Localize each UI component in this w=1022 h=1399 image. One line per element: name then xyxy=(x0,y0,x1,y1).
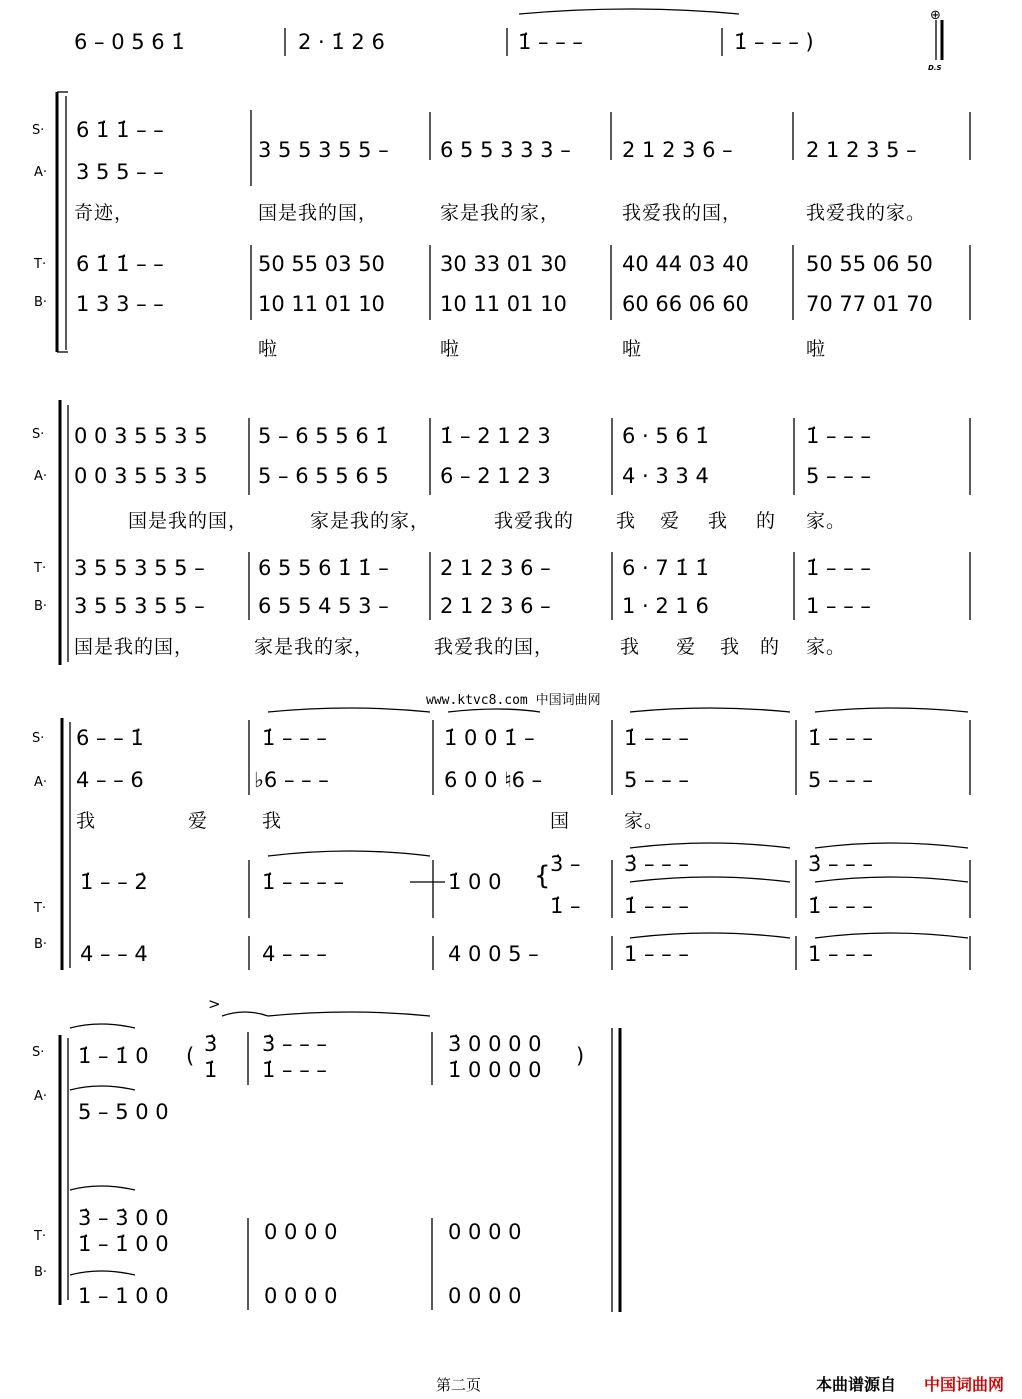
s3-sa-lyric-6: 我 xyxy=(708,510,729,532)
s3-tb-lyric-2: 家是我的家， xyxy=(254,636,375,658)
s4-label-s: S· xyxy=(32,731,45,746)
s4-s-bar-4: 1̇ – – – xyxy=(624,726,689,750)
s4-lyric-1: 我 xyxy=(76,810,97,832)
s5-s-bar-2-top: 3̇ – – – xyxy=(262,1032,327,1056)
s3-label-s: S· xyxy=(32,427,45,442)
s2-b-bar-1: 10 11 01 10 xyxy=(258,292,385,316)
s2-b-bar-4: 70 77 01 70 xyxy=(806,292,933,316)
s4-t-div-top: 3̇ – xyxy=(550,852,581,876)
s3-s-bar-1: 0 0 3 5 5 3 5 xyxy=(74,424,208,448)
s3-b-bar-2: 6 5 5 4 5 3 – xyxy=(258,594,389,618)
s4-b-bar-4: 1 – – – xyxy=(624,942,689,966)
s2-b-intro: 1 3 3 – – xyxy=(76,292,164,316)
s3-a-bar-3: 6 – 2 1 2 3 xyxy=(440,464,551,488)
s2-sa-bar-4: 2 1 2 3 5 – xyxy=(806,138,917,162)
s5-close-paren: ) xyxy=(576,1044,585,1068)
s4-lyric-3: 我 xyxy=(262,810,283,832)
s2-a-intro: 3 5 5 – – xyxy=(76,160,164,184)
s2-la-2: 啦 xyxy=(440,338,461,360)
s2-sa-bar-1: 3 5 5 3 5 5 – xyxy=(258,138,389,162)
s3-t-bar-1: 3 5 5 3 5 5 – xyxy=(74,556,205,580)
s3-a-bar-1: 0 0 3 5 5 3 5 xyxy=(74,464,208,488)
s3-a-bar-5: 5 – – – xyxy=(806,464,871,488)
s3-sa-lyric-2: 家是我的家， xyxy=(310,510,431,532)
s5-t-bar-1-low: 1̇ – 1̇ 0 0 xyxy=(78,1232,169,1256)
s2-t-intro: 6 1̇ 1̇ – – xyxy=(76,252,164,276)
s3-b-bar-1: 3 5 5 3 5 5 – xyxy=(74,594,205,618)
s4-b-bar-2: 4 – – – xyxy=(262,942,327,966)
s2-lyric-1: 国是我的国， xyxy=(258,202,379,224)
s3-s-bar-3: 1̇ – 2 1 2 3 xyxy=(440,424,551,448)
s2-s-intro: 6 1̇ 1̇ – – xyxy=(76,118,164,142)
s3-t-bar-5: 1̇ – – – xyxy=(806,556,871,580)
watermark: www.ktvc8.com 中国词曲网 xyxy=(426,693,601,708)
ds-mark: D.S xyxy=(928,64,942,72)
s5-label-s: S· xyxy=(32,1045,45,1060)
s3-sa-lyric-8: 家。 xyxy=(806,510,847,532)
site-link[interactable]: 中国词曲网 xyxy=(924,1375,1005,1394)
s1-bar-4: 1̇ – – – ) xyxy=(734,30,814,54)
s3-tb-lyric-4: 我 xyxy=(620,636,641,658)
s4-lyric-2: 爱 xyxy=(188,810,209,832)
s5-s-bar-3-top: 3̇ 0 0 0 0 xyxy=(448,1032,542,1056)
s4-b-bar-3: 4 0 0 5 – xyxy=(448,942,539,966)
s2-lyric-2: 家是我的家， xyxy=(440,202,561,224)
s5-s-bar-1: 1̇ – 1̇ 0 xyxy=(78,1044,149,1068)
s2-t-bar-2: 30 33 01 30 xyxy=(440,252,567,276)
s3-tb-lyric-3: 我爱我的国， xyxy=(434,636,555,658)
s3-s-bar-5: 1̇ – – – xyxy=(806,424,871,448)
s4-t-bar-4-low: 1̇ – – – xyxy=(624,894,689,918)
s4-a-bar-5: 5 – – – xyxy=(808,768,873,792)
s4-t-bar-2: 1̇ – – – – xyxy=(262,870,345,894)
s4-s-bar-2: 1̇ – – – xyxy=(262,726,327,750)
s5-b-bar-2: 0 0 0 0 xyxy=(264,1284,338,1308)
s5-t-bar-1-top: 3̇ – 3̇ 0 0 xyxy=(78,1206,169,1230)
s2-la-1: 啦 xyxy=(258,338,279,360)
s2-lyric-3: 我爱我的国， xyxy=(622,202,743,224)
s2-sa-bar-2: 6 5 5 3 3 3 – xyxy=(440,138,571,162)
s4-a-bar-2: ♭6 – – – xyxy=(254,768,329,792)
s5-s-bar-3-low: 1̇ 0 0 0 0 xyxy=(448,1058,542,1082)
s4-label-a: A· xyxy=(34,775,48,790)
s1-bar-1: 6 – 0 5 6 1̇ xyxy=(74,30,185,54)
s3-tb-lyric-6: 我 xyxy=(720,636,741,658)
s2-t-bar-4: 50 55 06 50 xyxy=(806,252,933,276)
s4-s-bar-3: 1̇ 0 0 1̇ – xyxy=(444,726,535,750)
s3-s-bar-2: 5 – 6 5 5 6 1̇ xyxy=(258,424,389,448)
s2-lyric-4: 我爱我的家。 xyxy=(806,202,927,224)
s5-b-bar-1: 1 – 1 0 0 xyxy=(78,1284,169,1308)
s4-lyric-4: 国 xyxy=(550,810,571,832)
s5-a-bar-1: 5 – 5 0 0 xyxy=(78,1100,169,1124)
s4-lyric-5: 家。 xyxy=(624,810,665,832)
s5-b-bar-3: 0 0 0 0 xyxy=(448,1284,522,1308)
s2-lyric-intro: 奇迹， xyxy=(74,202,135,224)
s3-sa-lyric-1: 国是我的国， xyxy=(128,510,249,532)
source-label: 本曲谱源自 xyxy=(816,1375,897,1394)
s3-a-bar-2: 5 – 6 5 5 6 5 xyxy=(258,464,389,488)
s3-sa-lyric-7: 的 xyxy=(756,510,777,532)
s2-la-3: 啦 xyxy=(622,338,643,360)
s4-t-div-low: 1̇ – xyxy=(550,894,581,918)
page-number: 第二页 xyxy=(436,1376,482,1394)
segno-coda-icon: ⊕ xyxy=(930,8,941,23)
s5-label-t: T· xyxy=(34,1229,47,1244)
s3-t-bar-2: 6 5 5 6 1̇ 1̇ – xyxy=(258,556,389,580)
s3-sa-lyric-3: 我爱我的 xyxy=(494,510,575,532)
s2-b-bar-3: 60 66 06 60 xyxy=(622,292,749,316)
s5-label-a: A· xyxy=(34,1089,48,1104)
s4-a-bar-4: 5 – – – xyxy=(624,768,689,792)
s4-t-brace-icon: { xyxy=(534,861,551,891)
s5-s-bar-2-low: 1̇ – – – xyxy=(262,1058,327,1082)
s4-b-bar-5: 1 – – – xyxy=(808,942,873,966)
s3-label-b: B· xyxy=(34,599,48,614)
s3-tb-lyric-5: 爱 xyxy=(676,636,697,658)
s3-label-a: A· xyxy=(34,469,48,484)
s2-t-bar-3: 40 44 03 40 xyxy=(622,252,749,276)
s5-open-paren: ( xyxy=(186,1044,195,1068)
s5-t-bar-3: 0 0 0 0 xyxy=(448,1220,522,1244)
s3-s-bar-4: 6 · 5 6 1̇ xyxy=(622,424,709,448)
s5-s-div-top: 3̇ xyxy=(204,1032,218,1056)
s2-b-bar-2: 10 11 01 10 xyxy=(440,292,567,316)
s3-b-bar-4: 1 · 2 1 6 xyxy=(622,594,709,618)
s3-tb-lyric-8: 家。 xyxy=(806,636,847,658)
s4-s-bar-1: 6 – – 1̇ xyxy=(76,726,144,750)
s3-t-bar-4: 6 · 7 1̇ 1̇ xyxy=(622,556,709,580)
s3-b-bar-5: 1 – – – xyxy=(806,594,871,618)
s4-t-bar-5-top: 3̇ – – – xyxy=(808,852,873,876)
s2-label-t: T· xyxy=(34,257,47,272)
s3-tb-lyric-1: 国是我的国， xyxy=(74,636,195,658)
s1-bar-3: 1̇ – – – xyxy=(518,30,583,54)
s2-label-s: S· xyxy=(32,123,45,138)
s3-label-t: T· xyxy=(34,561,47,576)
s3-sa-lyric-5: 爱 xyxy=(660,510,681,532)
s4-a-bar-1: 4 – – 6 xyxy=(76,768,144,792)
s5-label-b: B· xyxy=(34,1265,48,1280)
s5-s-div-low: 1̇ xyxy=(204,1058,218,1082)
s5-t-bar-2: 0 0 0 0 xyxy=(264,1220,338,1244)
s4-s-bar-5: 1̇ – – – xyxy=(808,726,873,750)
s3-b-bar-3: 2 1 2 3 6 – xyxy=(440,594,551,618)
s3-t-bar-3: 2 1 2 3 6 – xyxy=(440,556,551,580)
s4-label-t: T· xyxy=(34,901,47,916)
s4-b-bar-1: 4 – – 4 xyxy=(80,942,148,966)
s4-t-bar-3: 1̇ 0 0 xyxy=(448,870,502,894)
s4-t-bar-1: 1̇ – – 2̇ xyxy=(80,870,148,894)
s1-bar-2: 2 · 1̇ 2 6 xyxy=(298,30,385,54)
s4-label-b: B· xyxy=(34,937,48,952)
s4-t-bar-5-low: 1̇ – – – xyxy=(808,894,873,918)
s2-t-bar-1: 50 55 03 50 xyxy=(258,252,385,276)
s4-a-bar-3: 6 0 0 ♮6 – xyxy=(444,768,543,792)
s2-label-a: A· xyxy=(34,165,48,180)
s3-tb-lyric-7: 的 xyxy=(760,636,781,658)
s2-sa-bar-3: 2 1 2 3 6 – xyxy=(622,138,733,162)
s2-label-b: B· xyxy=(34,295,48,310)
s3-sa-lyric-4: 我 xyxy=(616,510,637,532)
s4-t-bar-4-top: 3̇ – – – xyxy=(624,852,689,876)
accent-mark: > xyxy=(208,995,221,1013)
s3-a-bar-4: 4 · 3 3 4 xyxy=(622,464,709,488)
s2-la-4: 啦 xyxy=(806,338,827,360)
